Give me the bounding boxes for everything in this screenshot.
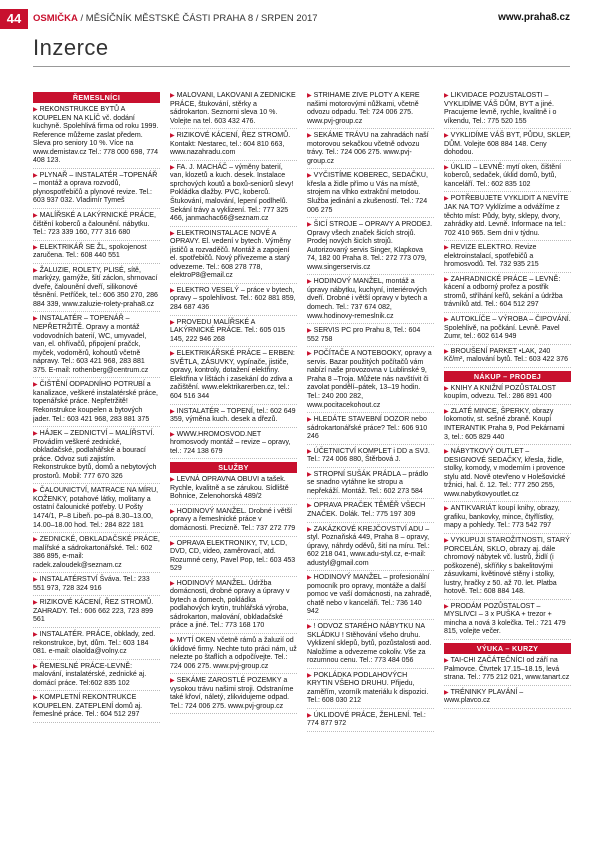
classified-ad bbox=[170, 540, 297, 577]
ad-text: HODINOVÝ MANŽEL, montáž a úpravy nábytku, kuchyní, interiérových dveří. Drobné i větší opravy v bytech a domech. Tel.: 737 674 082, www.hodinovy-remeslnik.cz bbox=[307, 278, 428, 320]
bullet-arrow-icon: ▶ bbox=[307, 93, 312, 99]
ad-text: ZLATÉ MINCE, ŠPERKY, obrazy lokomotiv, st. sešné zbraně. Koupí INTERANTIK Praha 9, Pod Pekárnami 3, tel.: 605 829 440 bbox=[444, 407, 565, 441]
ad-text: REKONSTRUKCE BYTŮ A KOUPELEN NA KLÍČ vč. dodání kuchyně. Spolehlivá firma od roku 1999. Reference můžeme zaslat předem. Sleva pro seniory 10 %. Více na www.demistav.cz Tel.: 778 000 698, 774 408 123. bbox=[33, 106, 159, 165]
classified-ad bbox=[170, 580, 297, 634]
bullet-arrow-icon: ▶ bbox=[444, 196, 449, 203]
bullet-arrow-icon: ▶ bbox=[444, 133, 449, 140]
classified-ad bbox=[33, 536, 160, 573]
bullet-arrow-icon: ▶ bbox=[444, 164, 449, 171]
classified-ad bbox=[444, 348, 571, 368]
ad-text: LIKVIDACE POZŮSTALOSTÍ – VYKLIDÍME VÁŠ DŮM, BYT a jiné. Pracujeme levně, rychle, kvalitně i o víkendu, Tel.: 775 520 155 bbox=[444, 92, 557, 125]
ad-text: TAI-CHI ZAČÁTEČNÍCI od září na Palmovce. Čtvrtek 17.15–18.15, levá strana. Tel.: 775 212 021, www.tanart.cz bbox=[444, 656, 570, 682]
bullet-arrow-icon: ▶ bbox=[444, 449, 449, 456]
classified-ad bbox=[307, 526, 434, 572]
bullet-arrow-icon: ▶ bbox=[33, 431, 38, 438]
bullet-arrow-icon: ▶ bbox=[170, 351, 175, 358]
ad-text: MALOVÁNÍ, LAKOVÁNÍ A ZEDNICKÉ PRÁCE, štukování, stěrky a sádrokarton. Seznorni sleva 10 %. Volejte na tel. 603 432 476. bbox=[170, 92, 296, 125]
classified-ad bbox=[307, 712, 434, 732]
bullet-arrow-icon: ▶ bbox=[33, 537, 38, 544]
classified-ad bbox=[444, 92, 571, 129]
ad-text: AUTOKLÍČE – VÝROBA – ČIPOVÁNÍ. Spolehlivě, na počkání. Levně. Pavel Zumr, tel.: 602 614 949 bbox=[444, 316, 571, 341]
bullet-arrow-icon: ▶ bbox=[33, 663, 38, 670]
magazine-name: OSMIČKA bbox=[33, 13, 78, 24]
ad-text: HODINOVÝ MANŽEL. Drobné i větší opravy a řemeslnické práce v domácnosti. Precizně. Tel.: 737 272 779 bbox=[170, 507, 296, 532]
bullet-arrow-icon: ▶ bbox=[444, 689, 449, 696]
classified-ad bbox=[444, 276, 571, 313]
ad-text: STROPNÍ SUŠÁK PRÁDLA – prádlo se snadno vytáhne ke stropu a nepřekáží. Montáž. Tel.: 602 273 584 bbox=[307, 470, 428, 495]
page-number: 44 bbox=[0, 9, 28, 29]
classified-ad bbox=[170, 287, 297, 316]
category-header: NÁKUP – PRODEJ bbox=[444, 371, 571, 382]
ad-text: PRODÁM POZŮSTALOST – MYSLIVCI – 3 x PUŠKA + trezor + mincha a nová 3 kolečka. Tel.: 721 479 815, volejte večer. bbox=[444, 602, 566, 636]
ad-text: INSTALATÉR. PRÁCE, obklady, zed. rekonstrukce, byt, dům. Tel.: 603 184 081. e-mail: olaolda@volny.cz bbox=[33, 630, 156, 656]
bullet-arrow-icon: ▶ bbox=[444, 408, 449, 415]
ad-text: STŘÍHÁME ŽIVÉ PLOTY A KEŘE našimi motorovými nůžkami, včetně odvozu odpadu. Tel: 724 006 275. www.pvj-group.cz bbox=[307, 92, 420, 125]
ad-text: SERVIS PC pro Prahu 8, Tel.: 604 552 758 bbox=[307, 327, 421, 343]
classified-ad bbox=[33, 244, 160, 264]
bullet-arrow-icon: ▶ bbox=[307, 448, 312, 455]
bullet-arrow-icon: ▶ bbox=[444, 348, 449, 355]
bullet-arrow-icon: ▶ bbox=[170, 508, 175, 515]
bullet-arrow-icon: ▶ bbox=[170, 133, 175, 140]
ad-text: VYČISTÍME KOBEREC, SEDAČKU, křesla a židle přímo u Vás na místě, strojem na vlhko extrakční metodou. Služba jedinání a zkušeností. Tel.: 724 006 275 bbox=[307, 172, 428, 214]
bullet-arrow-icon: ▶ bbox=[33, 107, 38, 113]
ad-text: HODINOVÝ MANŽEL. Údržba domácnosti, drobné opravy a úpravy v bytech a domech, pokládka podlahových krytin, truhlářská výroba, sádrokarton, malování, obkladačské práce a jiné. Tel.: 773 168 170 bbox=[170, 579, 290, 630]
classified-ad bbox=[33, 212, 160, 241]
bullet-arrow-icon: ▶ bbox=[33, 577, 38, 584]
classified-ad bbox=[307, 502, 434, 522]
classified-ad bbox=[444, 448, 571, 502]
ad-text: BROUŠENÍ PARKET •LAK, 240 Kč/m², malování bytů. Tel.: 603 422 376 bbox=[444, 347, 569, 364]
bullet-arrow-icon: ▶ bbox=[170, 287, 175, 294]
bullet-arrow-icon: ▶ bbox=[33, 316, 38, 323]
issue-subtitle: / MĚSÍČNÍK MĚSTSKÉ ČÁSTI PRAHA 8 / SRPEN 2017 bbox=[77, 13, 318, 24]
classified-ad bbox=[307, 92, 434, 129]
ad-text: ŠICÍ STROJE – OPRAVY A PRODEJ. Opravy všech značek šicích strojů. Prodej nových šicích strojů. Autorizovaný servis Singer, Klapkova 74, 182 00 Praha 8. Tel.: 272 773 079, www.singerservis.cz bbox=[307, 221, 433, 271]
ad-text: ÚKLID – LEVNĚ: mytí oken, čištění koberců, sedaček, úklid domů, bytů, kanceláří. Tel.: 602 835 102 bbox=[444, 163, 562, 188]
bullet-arrow-icon: ▶ bbox=[307, 575, 312, 582]
bullet-arrow-icon: ▶ bbox=[307, 712, 312, 719]
bullet-arrow-icon: ▶ bbox=[307, 222, 312, 229]
ad-text: KOMPLETNÍ REKONTRUKCE KOUPELEN. ZATEPLENÍ domů aj. řemeslné práce. Tel.: 604 512 297 bbox=[33, 694, 143, 719]
ad-text: MALÍŘSKÉ A LAKÝRNICKÉ PRÁCE, čištění koberců a čalounění. nábytku. Tel.: 723 339 160, 777 316 680 bbox=[33, 212, 156, 237]
bullet-arrow-icon: ▶ bbox=[444, 276, 449, 283]
classified-ad bbox=[33, 381, 160, 427]
bullet-arrow-icon: ▶ bbox=[444, 506, 449, 513]
bullet-arrow-icon: ▶ bbox=[170, 477, 175, 484]
section-title: Inzerce bbox=[33, 35, 109, 60]
ad-text: ELEKTRIKÁŘSKÉ PRÁCE – ERBEN: SVĚTLA, ZÁSUVKY, vypínače, jističe, opravy, kontroly, dotažení elektřiny. Elektřina v lištách i zasekání do zdiva a začištění. www.elektrikarerben.cz, tel.: 604 516 344 bbox=[170, 350, 295, 400]
divider bbox=[33, 66, 570, 67]
classified-ad bbox=[307, 416, 434, 445]
bullet-arrow-icon: ▶ bbox=[444, 603, 449, 610]
bullet-arrow-icon: ▶ bbox=[170, 678, 175, 685]
ads-column bbox=[33, 92, 160, 842]
bullet-arrow-icon: ▶ bbox=[307, 503, 312, 510]
classified-ad bbox=[33, 663, 160, 692]
ad-text: ELEKTROINSTALACE NOVÉ A OPRAVY. El. vedení v bytech. Výměny jističů a rozvaděčů. Montáž a zapojení el. spotřebičů. Nový přívezeme a starý odvezeme. Tel.: 608 278 778, elektroP8@email.cz bbox=[170, 229, 291, 280]
classified-ad bbox=[307, 132, 434, 169]
ad-text: REVIZE ELEKTRO. Revize elektroinstalací, spotřebičů a hromosvodů. Tel. 732 935 215 bbox=[444, 244, 539, 269]
ad-text: INSTALATÉR – TOPENÍ, tel.: 602 649 359, výměna kuch. desek a dřezů. bbox=[170, 407, 296, 424]
bullet-arrow-icon: ▶ bbox=[307, 328, 312, 335]
classified-ad bbox=[170, 431, 297, 460]
ad-text: ZAKÁZKOVÉ KREJČOVSTVÍ ADU – styl. Poznaňská 449, Praha 8 – opravy, úpravy, náhrdy oděvů, šití na míru. Tel.: 602 218 041, www.adu-styl.cz, e-mail: adustyl@gmail.com bbox=[307, 525, 430, 567]
bullet-arrow-icon: ▶ bbox=[444, 537, 449, 544]
ad-text: ZEDNICKÉ, OBKLADAČSKÉ PRÁCE, malířské a sádrokartonářské. Tel.: 602 386 895, e-mail: radek.zaloudek@seznam.cz bbox=[33, 536, 160, 569]
classified-ad bbox=[33, 631, 160, 660]
bullet-arrow-icon: ▶ bbox=[307, 133, 312, 140]
bullet-arrow-icon: ▶ bbox=[307, 417, 312, 424]
bullet-arrow-icon: ▶ bbox=[444, 317, 449, 324]
ad-text: OPRAVA ELEKTRONIKY, TV, LCD, DVD, CD, video, zaměrovací, atd. Rozumné ceny, Pavel Pop, tel.: 603 453 529 bbox=[170, 539, 296, 573]
classified-ad bbox=[444, 689, 571, 709]
classified-ad bbox=[170, 132, 297, 161]
website-link[interactable]: www.praha8.cz bbox=[498, 12, 570, 23]
ad-text: ZAHRADNICKÉ PRÁCE – LEVNĚ: kácení a odborný prořez a postřik stromů, stříhání keřů, sekání a údržba trávníků atd. Tel.: 604 512 297 bbox=[444, 275, 563, 309]
ad-text: TRÉNINKY PLAVÁNÍ – www.plavco.cz bbox=[444, 688, 524, 705]
bullet-arrow-icon: ▶ bbox=[33, 172, 38, 179]
classified-ad bbox=[170, 408, 297, 428]
bullet-arrow-icon: ▶ bbox=[307, 279, 312, 286]
ad-text: INSTALATÉR – TOPENÁŘ – NEPŘETRŽITĚ. Opravy a montáž vodovodních baterií, WC, umyvadel, van, el. ohřívačů, připojení pračck, myček, vodoměrů, kohoutů včetně nápravy. Tel.: 603 421 968, 283 881 375. E-mail: rothenberg@centrum.cz bbox=[33, 315, 149, 374]
bullet-arrow-icon: ▶ bbox=[307, 623, 312, 630]
classified-ad bbox=[307, 327, 434, 347]
bullet-arrow-icon: ▶ bbox=[307, 471, 312, 478]
classified-ad bbox=[33, 694, 160, 723]
bullet-arrow-icon: ▶ bbox=[307, 526, 312, 533]
ad-text: OPRAVA PRAČEK TĚMĚŘ VŠECH ZNAČEK. Dolák. Tel.: 775 197 309 bbox=[307, 502, 426, 518]
bullet-arrow-icon: ▶ bbox=[307, 173, 312, 180]
classified-ad bbox=[170, 476, 297, 505]
classified-ad bbox=[170, 677, 297, 714]
bullet-arrow-icon: ▶ bbox=[170, 580, 175, 587]
header-title bbox=[33, 13, 318, 24]
ad-text: SEKÁME TRÁVU na zahradách naší motorovou sekačkou včetně odvozu trávy. Tel.: 724 006 275. www.pvj-group.cz bbox=[307, 132, 429, 165]
classified-ad bbox=[170, 230, 297, 284]
bullet-arrow-icon: ▶ bbox=[444, 93, 449, 99]
bullet-arrow-icon: ▶ bbox=[444, 385, 449, 392]
classified-ad bbox=[170, 508, 297, 537]
ads-column bbox=[170, 92, 297, 842]
category-header: VÝUKA – KURZY bbox=[444, 643, 571, 654]
classified-ad bbox=[33, 315, 160, 378]
classified-ad bbox=[170, 350, 297, 404]
classified-ad bbox=[307, 574, 434, 620]
classified-ad bbox=[33, 576, 160, 596]
ad-text: POTŘEBUJETE VYKLIDIT A NEVÍTE JAK NA TO? Vyklízíme a odvážíme z těchto míst: Půdy, byty, sklepy, dvory, zahrádky atd. Levně. Informace na tel.: 702 410 965. Sem dni v týdnu. bbox=[444, 195, 569, 237]
classified-ad bbox=[444, 657, 571, 686]
ads-column bbox=[307, 92, 434, 842]
classified-ad bbox=[444, 316, 571, 345]
ad-text: LEVNÁ OPRAVNA OBUVI a tašek. Rychle, kvalitně a se zárukou. Sídliště Bohnice, Zelenohorská 489/2 bbox=[170, 476, 289, 501]
classified-ad bbox=[444, 244, 571, 273]
ad-text: ! ODVOZ STARÉHO NÁBYTKU NA SKLÁDKU ! Stěhování všeho druhu. Vyklizení sklepů, bytů, pozůstalosti aod. Naložíme a odvezeme cokoliv. Vše za rozumnou cenu. Tel.: 773 484 056 bbox=[307, 622, 432, 665]
ad-text: ELEKTRO VESELÝ – práce v bytech, opravy – spolehlivost. Tel.: 602 881 859, 284 687 436 bbox=[170, 286, 296, 312]
classified-ad bbox=[170, 92, 297, 129]
classified-ad bbox=[307, 172, 434, 218]
classified-ad bbox=[307, 350, 434, 413]
ad-text: POČÍTAČE A NOTEBOOKY, opravy a servis. Bazar použitých počítačů vám nabízí naše provozovna v Lublinské 9, Praha 8 –Troja. Můžete nás navštívit či zavolat pondělí–pátek, 13–19 hodin. Tel.: 240 200 282, www.pocitacekohout.cz bbox=[307, 350, 432, 409]
ad-text: RIZIKOVÉ KÁCENÍ, ŘEZ STROMŮ. Kontakt: Nestarec, tel.: 604 810 663, www.nazahradu.com bbox=[170, 132, 291, 157]
classified-ad bbox=[33, 599, 160, 628]
page-header bbox=[0, 0, 600, 38]
classified-ad bbox=[307, 672, 434, 709]
classified-ad bbox=[307, 221, 434, 275]
bullet-arrow-icon: ▶ bbox=[307, 351, 312, 358]
ad-text: SEKÁME ZAROSTLÉ POZEMKY a vysokou trávu našimi stroji. Odstraníme také křoví, náletý, zlikvidujeme odpad. Tel.: 724 006 275. www.pvj-group.cz bbox=[170, 677, 294, 710]
bullet-arrow-icon: ▶ bbox=[170, 408, 175, 415]
ads-columns bbox=[33, 92, 571, 842]
classified-ad bbox=[170, 319, 297, 348]
ad-text: VYKUPUJI STAROŽITNOSTI, STARÝ PORCELÁN, SKLO, obrazy aj. dále chromový nábytek vč. lustrů, židlí (i poškozené), skříňky s bakelitovými zásuvkami, květinové stěny i stolky, lustry, hračky z 50. až 70. let. Platba hotově. Tel.: 608 884 148. bbox=[444, 536, 570, 596]
classified-ad bbox=[33, 487, 160, 533]
ad-text: NÁBYTKOVÝ OUTLET – DESIGNOVÉ SEDAČKY, křesla, židle, stolky, komody, v moderním i provence stylu atd. Nově otevřeno v Holešovické tržnici, hal. č. 12. Tel.: 777 250 255, www.nabytkovyoutlet.cz bbox=[444, 448, 566, 498]
classified-ad bbox=[307, 448, 434, 468]
ad-text: ELEKTRIKÁŘ SE ŽL, spokojenost zaručena. Tel.: 608 440 551 bbox=[33, 243, 147, 260]
ad-text: ŽALUZIE, ROLETY, PLISÉ, sítě, markýzy, garnýže, šití záclon, shrnovací dveře, čalounění dveří, silikonové těsnění. Petříček, tel.: 606 350 270, 286 884 339, www.zaluzie-rolety-praha8.cz bbox=[33, 266, 158, 308]
classified-ad bbox=[170, 637, 297, 674]
ad-text: RIZIKOVÉ KÁCENÍ, ŘEZ STROMŮ. ZAHRADY. Tel.: 606 662 223, 723 899 561 bbox=[33, 599, 154, 624]
ad-text: ČIŠTĚNÍ ODPADNÍHO POTRUBÍ a kanalizace, veškeré instalatérské práce, topenářské práce. Nepřetržitě! Rekonstrukce koupelen a bytových jader. Tel.: 603 421 968, 283 881 375 bbox=[33, 381, 158, 423]
ad-text: ČALOUNICTVÍ, MATRACE NA MÍRU, KOŽENKY, potahové látky, molitany a ostatní čalounické potřeby. U Pošty 1474/1, P–8 Libeň. po–pá 8.30–13.00, 14.00–18.00 hod. Tel.: 284 822 181 bbox=[33, 487, 159, 529]
classified-ad bbox=[444, 385, 571, 405]
bullet-arrow-icon: ▶ bbox=[33, 244, 38, 251]
ad-text: POKLÁDKA PODLAHOVÝCH KRYTIN VŠEHO DRUHU. Přijedu, zaměřím, vzorník materiálu k dispozici. Tel.: 608 030 212 bbox=[307, 671, 429, 705]
ad-text: FA. J. MACHÁČ – výměny baterií, van, klozetů a kuch. desek. Instalace sprchových koutů a boxů-seniorů slevy! Pokládka dlažby. PVC, koberců. Štukování, malování, lepení podlhelů. Sekání trávy a vyklizení. Tel.: 777 325 466, janmachac66@seznam.cz bbox=[170, 163, 294, 223]
ad-text: PROVEDU MALÍŘSKÉ A LAKÝRNICKÉ PRÁCE. Tel.: 605 015 145, 222 946 268 bbox=[170, 318, 286, 343]
ad-text: INSTALATÉRSTVÍ Šváva. Tel.: 233 551 973, 728 324 916 bbox=[33, 576, 150, 592]
bullet-arrow-icon: ▶ bbox=[307, 672, 312, 679]
ad-text: KNIHY A KNIŽNÍ POZŮSTALOST koupím, odvezu. Tel.: 286 891 400 bbox=[444, 384, 556, 401]
bullet-arrow-icon: ▶ bbox=[170, 164, 175, 171]
classified-ad bbox=[444, 505, 571, 534]
classified-ad bbox=[307, 623, 434, 669]
ad-text: HODINOVÝ MANŽEL – profesionální pomocník pro opravy, montáže a další pomoc ve vaší domácnosti, na zahradě, chatě nebo v kanceláři. Tel.: 736 140 942 bbox=[307, 574, 432, 616]
bullet-arrow-icon: ▶ bbox=[170, 431, 175, 438]
classified-ad bbox=[444, 132, 571, 161]
classified-ad bbox=[444, 603, 571, 640]
ads-column bbox=[444, 92, 571, 842]
bullet-arrow-icon: ▶ bbox=[33, 631, 38, 638]
ad-text: HLEDÁTE STAVEBNÍ DOZOR nebo sádrokartonářské práce? Tel.: 606 910 246 bbox=[307, 416, 428, 441]
classified-ad bbox=[33, 172, 160, 209]
classified-ad bbox=[170, 164, 297, 227]
classified-ad bbox=[307, 471, 434, 500]
classified-ad bbox=[444, 408, 571, 445]
bullet-arrow-icon: ▶ bbox=[444, 657, 449, 664]
classified-ad bbox=[444, 195, 571, 241]
bullet-arrow-icon: ▶ bbox=[170, 230, 175, 237]
classified-ad bbox=[33, 267, 160, 313]
ad-text: HÁJEK – ZEDNICTVÍ – MALÍŘSTVÍ. Provádím veškeré zednické, obkladačské, podlahářské a bourací práce. Odvoz suti zajistím. Rekonstrukce bytů, domů a nebytových prostorů. Mobil: 777 670 326 bbox=[33, 430, 157, 480]
bullet-arrow-icon: ▶ bbox=[170, 93, 175, 99]
ad-text: ANTIKVARIÁT koupí knihy, obrazy, grafiku, bankovky, mince, čtyřlístky, mapy a pohledy. Tel.: 773 542 797 bbox=[444, 505, 560, 530]
classified-ad bbox=[444, 537, 571, 600]
ad-text: MYTÍ OKEN včetně rámů a žaluzií od úklidové firmy. Nechte tuto práci nám, už nelezte po štaflích a odpočívejte. Tel.: 724 006 275. www.pvj-group.cz bbox=[170, 636, 297, 670]
bullet-arrow-icon: ▶ bbox=[33, 267, 38, 274]
bullet-arrow-icon: ▶ bbox=[444, 245, 449, 252]
ad-text: WWW.HROMOSVOD.NET hromosvody montáž – revize – opravy, tel.: 724 138 679 bbox=[170, 430, 291, 455]
bullet-arrow-icon: ▶ bbox=[33, 213, 38, 220]
classified-ad bbox=[33, 106, 160, 169]
bullet-arrow-icon: ▶ bbox=[170, 637, 175, 644]
bullet-arrow-icon: ▶ bbox=[33, 382, 38, 389]
ad-text: VYKLIDÍME VÁŠ BYT, PŮDU, SKLEP, DŮM. Volejte 608 884 148. Ceny dohodou. bbox=[444, 132, 571, 157]
bullet-arrow-icon: ▶ bbox=[33, 488, 38, 495]
bullet-arrow-icon: ▶ bbox=[170, 319, 175, 326]
category-header: ŘEMESLNÍCI bbox=[33, 92, 160, 103]
category-header: SLUŽBY bbox=[170, 462, 297, 473]
ad-text: ÚČETNICTVÍ KOMPLET i DD a SVJ. Tel.: 724 006 880, Štěrbová J. bbox=[307, 447, 430, 464]
classified-ad bbox=[33, 430, 160, 484]
ad-text: PLYNAŘ – INSTALATÉR –TOPENÁŘ – montáž a oprava rozvodů, plynospotřebičů a plynové revize. Tel.: 603 937 032. Vladimír Tymeš bbox=[33, 171, 158, 205]
classified-ad bbox=[307, 278, 434, 324]
classified-ad bbox=[444, 164, 571, 193]
bullet-arrow-icon: ▶ bbox=[33, 600, 38, 607]
ad-text: ŘEMESLNÉ PRÁCE-LEVNĚ: malování, instalatérské, zednické aj. domácí práce. Tel:602 835 102 bbox=[33, 662, 147, 687]
ad-text: ÚKLIDOVÉ PRÁCE, ŽEHLENÍ. Tel.: 774 877 972 bbox=[307, 711, 426, 728]
bullet-arrow-icon: ▶ bbox=[170, 540, 175, 547]
bullet-arrow-icon: ▶ bbox=[33, 695, 38, 702]
